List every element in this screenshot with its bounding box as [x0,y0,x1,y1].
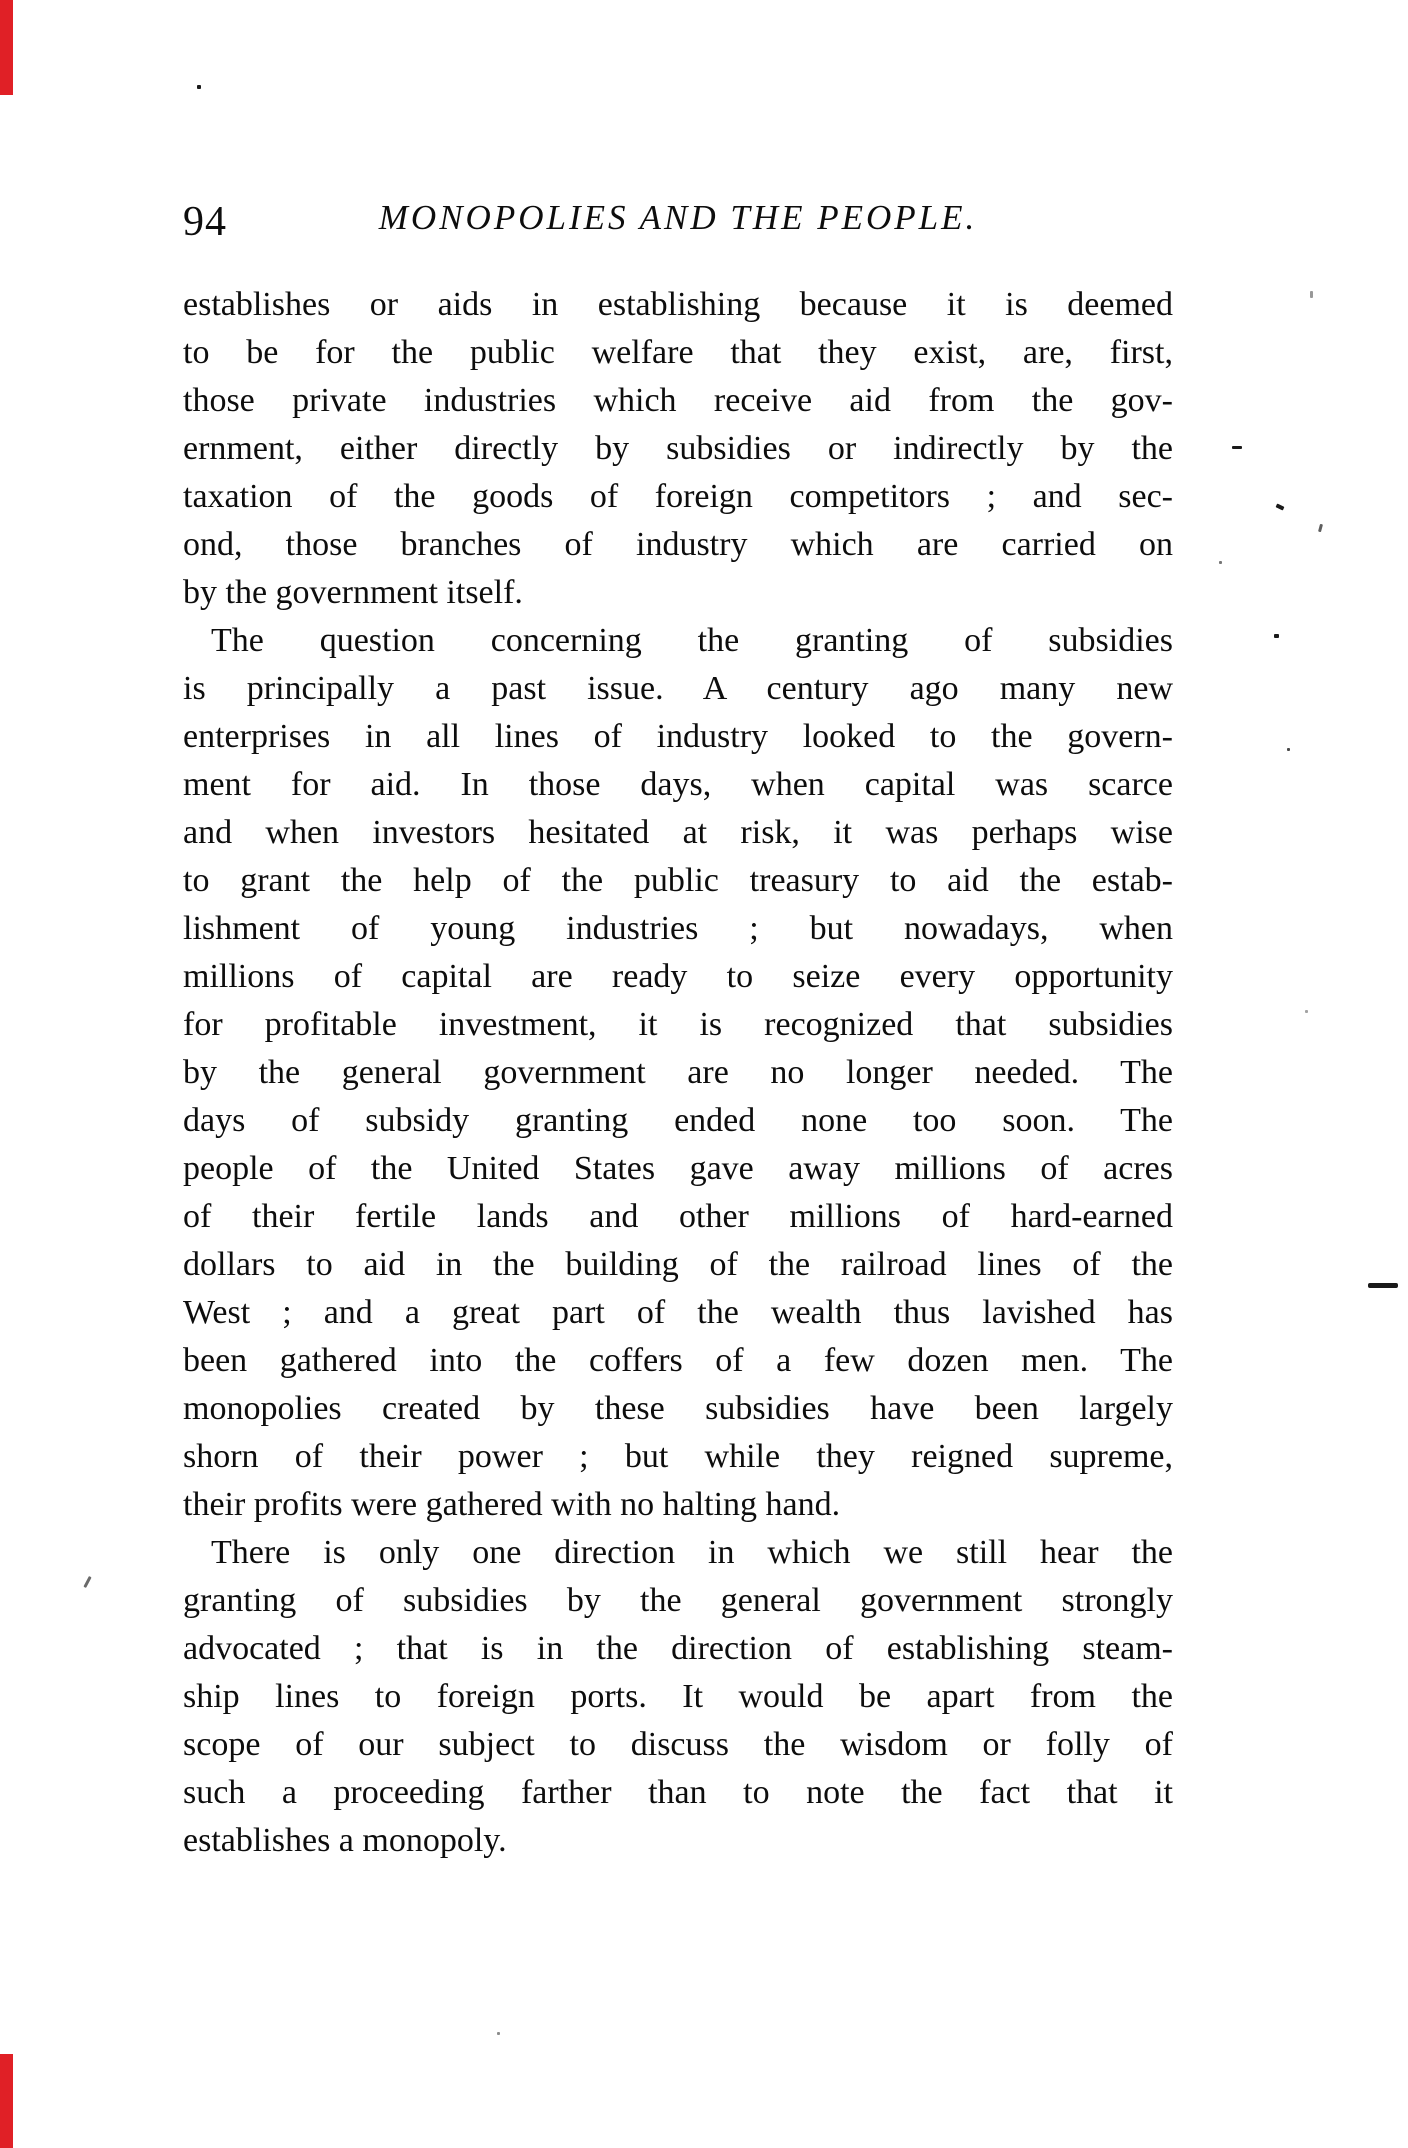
text-line: to grant the help of the public treasury to aid the estab- [183,862,1173,899]
text-line: millions of capital are ready to seize every opportunity [183,958,1173,995]
text-line: granting of subsidies by the general government strongly [183,1582,1173,1619]
text-line: ernment, either directly by subsidies or indirectly by the [183,430,1173,467]
scan-speck [1310,291,1313,298]
scan-speck [197,85,201,89]
scan-speck [1368,1283,1398,1288]
text-line: dollars to aid in the building of the railroad lines of the [183,1246,1173,1283]
scan-speck [1232,446,1242,449]
text-line: scope of our subject to discuss the wisdom or folly of [183,1726,1173,1763]
text-line: their profits were gathered with no halting hand. [183,1486,841,1523]
running-title: MONOPOLIES AND THE PEOPLE. [378,198,978,237]
scan-speck [497,2032,500,2035]
text-line: West ; and a great part of the wealth thus lavished has [183,1294,1173,1331]
text-line: ment for aid. In those days, when capital was scarce [183,766,1173,803]
text-line: taxation of the goods of foreign competitors ; and sec- [183,478,1173,515]
text-line: lishment of young industries ; but nowadays, when [183,910,1173,947]
scan-speck [1318,524,1323,533]
text-line: enterprises in all lines of industry looked to the govern- [183,718,1173,755]
text-line: by the general government are no longer needed. The [183,1054,1173,1091]
text-line: advocated ; that is in the direction of establishing steam- [183,1630,1173,1667]
text-line: days of subsidy granting ended none too soon. The [183,1102,1173,1139]
text-line: The question concerning the granting of subsidies [211,622,1173,659]
text-line: ond, those branches of industry which are carried on [183,526,1173,563]
text-line: There is only one direction in which we still hear the [211,1534,1173,1571]
text-line: establishes a monopoly. [183,1822,507,1859]
text-line: been gathered into the coffers of a few dozen men. The [183,1342,1173,1379]
text-line: to be for the public welfare that they exist, are, first, [183,334,1173,371]
text-line: monopolies created by these subsidies have been largely [183,1390,1173,1427]
scan-speck [1287,748,1290,751]
text-line: shorn of their power ; but while they reigned supreme, [183,1438,1173,1475]
text-line: those private industries which receive aid from the gov- [183,382,1173,419]
scan-speck [1274,634,1279,638]
text-line: such a proceeding farther than to note the fact that it [183,1774,1173,1811]
text-line: establishes or aids in establishing because it is deemed [183,286,1173,323]
page-number: 94 [183,199,227,245]
body-text [183,281,1173,1865]
scan-speck [83,1576,91,1588]
text-line: people of the United States gave away millions of acres [183,1150,1173,1187]
text-line: by the government itself. [183,574,523,611]
text-line: for profitable investment, it is recognized that subsidies [183,1006,1173,1043]
text-line: ship lines to foreign ports. It would be apart from the [183,1678,1173,1715]
text-line: of their fertile lands and other millions of hard-earned [183,1198,1173,1235]
text-line: and when investors hesitated at risk, it was perhaps wise [183,814,1173,851]
scan-speck [1219,561,1222,564]
scan-speck [1276,503,1285,510]
scan-edge-marker-top [0,0,13,95]
scan-edge-marker-bottom [0,2054,13,2148]
scan-speck [1305,1010,1308,1013]
text-line: is principally a past issue. A century ago many new [183,670,1173,707]
